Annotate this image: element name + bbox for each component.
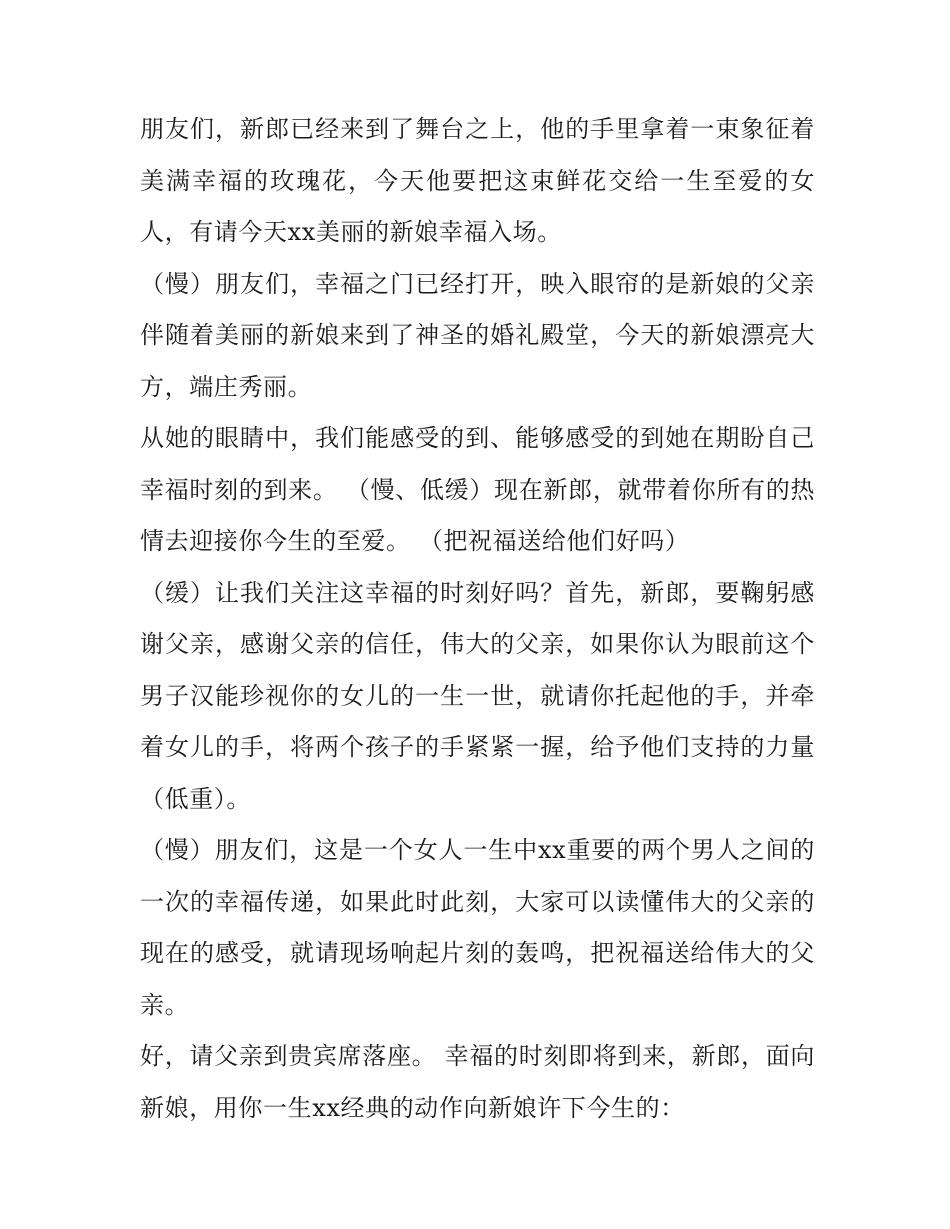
- paragraph-4: （缓）让我们关注这幸福的时刻好吗？首先，新郎，要鞠躬感谢父亲，感谢父亲的信任，伟大的父亲，如果你认为眼前这个男子汉能珍视你的女儿的一生一世，就请你托起他的手，并牵着女儿的手，将两个孩子的手紧紧一握，给予他们支持的力量（低重）。: [140, 578, 815, 813]
- paragraph-5: （慢）朋友们，这是一个女人一生中xx重要的两个男人之间的一次的幸福传递，如果此时此刻，大家可以读懂伟大的父亲的现在的感受，就请现场响起片刻的轰鸣，把祝福送给伟大的父亲。: [140, 836, 815, 1019]
- document-body: [140, 104, 815, 1134]
- paragraph-1: 朋友们，新郎已经来到了舞台之上，他的手里拿着一束象征着美满幸福的玫瑰花，今天他要把这束鲜花交给一生至爱的女人，有请今天xx美丽的新娘幸福入场。: [140, 115, 815, 246]
- paragraph-3: 从她的眼睛中，我们能感受的到、能够感受的到她在期盼自己幸福时刻的到来。 （慢、低缓）现在新郎，就带着你所有的热情去迎接你今生的至爱。 （把祝福送给他们好吗）: [140, 424, 815, 555]
- paragraph-2: （慢）朋友们，幸福之门已经打开，映入眼帘的是新娘的父亲伴随着美丽的新娘来到了神圣的婚礼殿堂，今天的新娘漂亮大方，端庄秀丽。: [140, 269, 815, 401]
- paragraph-6: 好，请父亲到贵宾席落座。 幸福的时刻即将到来，新郎，面向新娘，用你一生xx经典的动作向新娘许下今生的：: [140, 1042, 815, 1122]
